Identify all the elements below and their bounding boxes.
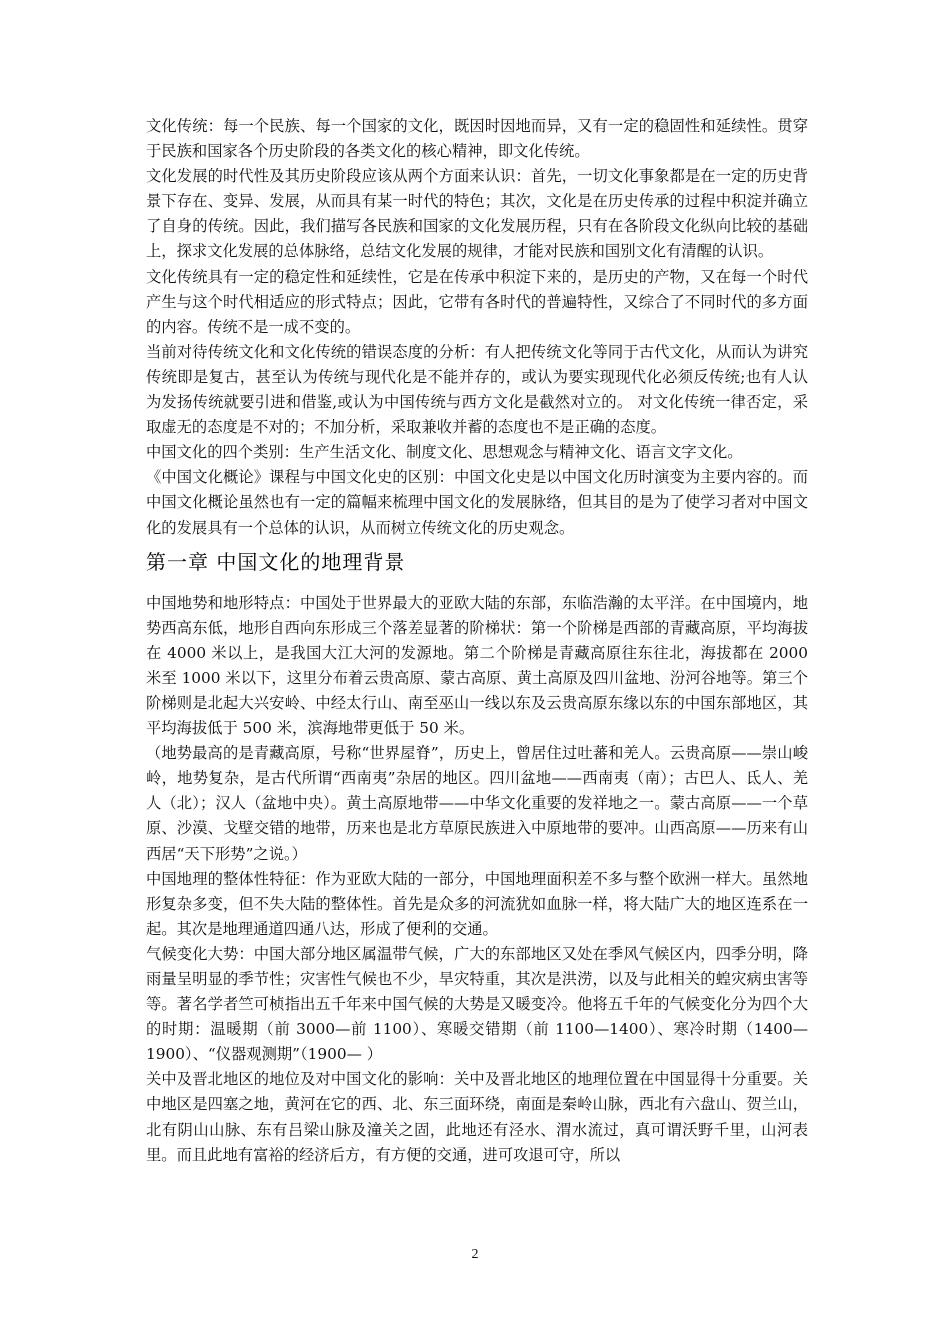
paragraph-wrong-attitudes: 当前对待传统文化和文化传统的错误态度的分析：有人把传统文化等同于古代文化，从而认为讲究传统即是复古，甚至认为传统与现代化是不能并存的，或认为要实现现代化必须反传统;也有人认为发扬传统就要引进和借鉴,或认为中国传统与西方文化是截然对立的。 对文化传统一律否定，采取虚无的态度是不对的；不加分析，采取兼收并蓄的态度也不是正确的态度。 (146, 342, 808, 437)
paragraph-plateaus-note: （地势最高的是青藏高原，号称“世界屋脊”，历史上，曾居住过吐蕃和羌人。云贵高原——崇山峻岭，地势复杂，是古代所谓“西南夷”杂居的地区。四川盆地——西南夷（南）；古巴人、氐人、羌人（北）；汉人（盆地中央）。黄土高原地带——中华文化重要的发祥地之一。蒙古高原——一个草原、沙漠、戈壁交错的地带，历来也是北方草原民族进入中原地带的要冲。山西高原——历来有山西居“天下形势”之说。） (146, 744, 808, 863)
paragraph-climate-change: 气候变化大势：中国大部分地区属温带气候，广大的东部地区又处在季风气候区内，四季分明，降雨量呈明显的季节性；灾害性气候也不少，旱灾特重，其次是洪涝，以及与此相关的蝗灾病虫害等等。著名学者竺可桢指出五千年来中国气候的大势是又暖变冷。他将五千年的气候变化分为四个大的时期：温暖期（前 3000—前 1100）、寒暖交错期（前 1100—1400）、寒冷时期（1400—1900）、“仪器观测期”（1900— ） (146, 944, 808, 1064)
paragraph-terrain-features: 中国地势和地形特点：中国处于世界最大的亚欧大陆的东部，东临浩瀚的太平洋。在中国境内，地势西高东低，地形自西向东形成三个落差显著的阶梯状：第一个阶梯是西部的青藏高原，平均海拔在 4000 米以上，是我国大江大河的发源地。第二个阶梯是青藏高原往东往北，海拔都在 2000 米至 1000 米以下，这里分布着云贵高原、蒙古高原、黄土高原及四川盆地、汾河谷地等。第三个阶梯则是北起大兴安岭、中经太行山、南至巫山一线以东及云贵高原东缘以东的中国东部地区，其平均海拔低于 500 米，滨海地带更低于 50 米。 (146, 593, 808, 738)
paragraph-tradition-stability: 文化传统具有一定的稳定性和延续性，它是在传承中积淀下来的，是历史的产物，又在每一个时代产生与这个时代相适应的形式特点；因此，它带有各时代的普遍特性，又综合了不同时代的多方面的内容。传统不是一成不变的。 (146, 267, 808, 336)
paragraph-guanzhong-region: 关中及晋北地区的地位及对中国文化的影响：关中及晋北地区的地理位置在中国显得十分重要。关中地区是四塞之地，黄河在它的西、北、东三面环绕，南面是秦岭山脉，西北有六盘山、贺兰山，北有阴山山脉、东有吕梁山脉及潼关之固，此地还有泾水、渭水流过，真可谓沃野千里，山河表里。而且此地有富裕的经济后方，有方便的交通，进可攻退可守，所以 (146, 1070, 808, 1164)
paragraph-cultural-tradition: 文化传统：每一个民族、每一个国家的文化，既因时因地而异，又有一定的稳固性和延续性。贯穿于民族和国家各个历史阶段的各类文化的核心精神，即文化传统。 (146, 117, 808, 161)
paragraph-course-difference: 《中国文化概论》课程与中国文化史的区别：中国文化史是以中国文化历时演变为主要内容的。而中国文化概论虽然也有一定的篇幅来梳理中国文化的发展脉络，但其目的是为了使学习者对中国文化的发展具有一个总体的认识，从而树立传统文化的历史观念。 (146, 468, 808, 537)
paragraph-geographic-integrity: 中国地理的整体性特征：作为亚欧大陆的一部分，中国地理面积差不多与整个欧洲一样大。虽然地形复杂多变，但不失大陆的整体性。首先是众多的河流犹如血脉一样，将大陆广大的地区连系在一起。其次是地理通道四通八达，形成了便利的交通。 (146, 869, 808, 938)
page-number: 2 (471, 1247, 479, 1262)
document-page (146, 114, 808, 1168)
chapter-heading: 第一章 中国文化的地理背景 (146, 549, 406, 574)
paragraph-cultural-periodicity: 文化发展的时代性及其历史阶段应该从两个方面来认识：首先，一切文化事象都是在一定的历史背景下存在、变异、发展，从而具有某一时代的特色；其次，文化是在历史传承的过程中积淀并确立了自身的传统。因此，我们描写各民族和国家的文化发展历程，只有在各阶段文化纵向比较的基础上，探求文化发展的总体脉络，总结文化发展的规律，才能对民族和国别文化有清醒的认识。 (146, 167, 808, 261)
paragraph-four-categories: 中国文化的四个类别：生产生活文化、制度文化、思想观念与精神文化、语言文字文化。 (146, 443, 743, 462)
